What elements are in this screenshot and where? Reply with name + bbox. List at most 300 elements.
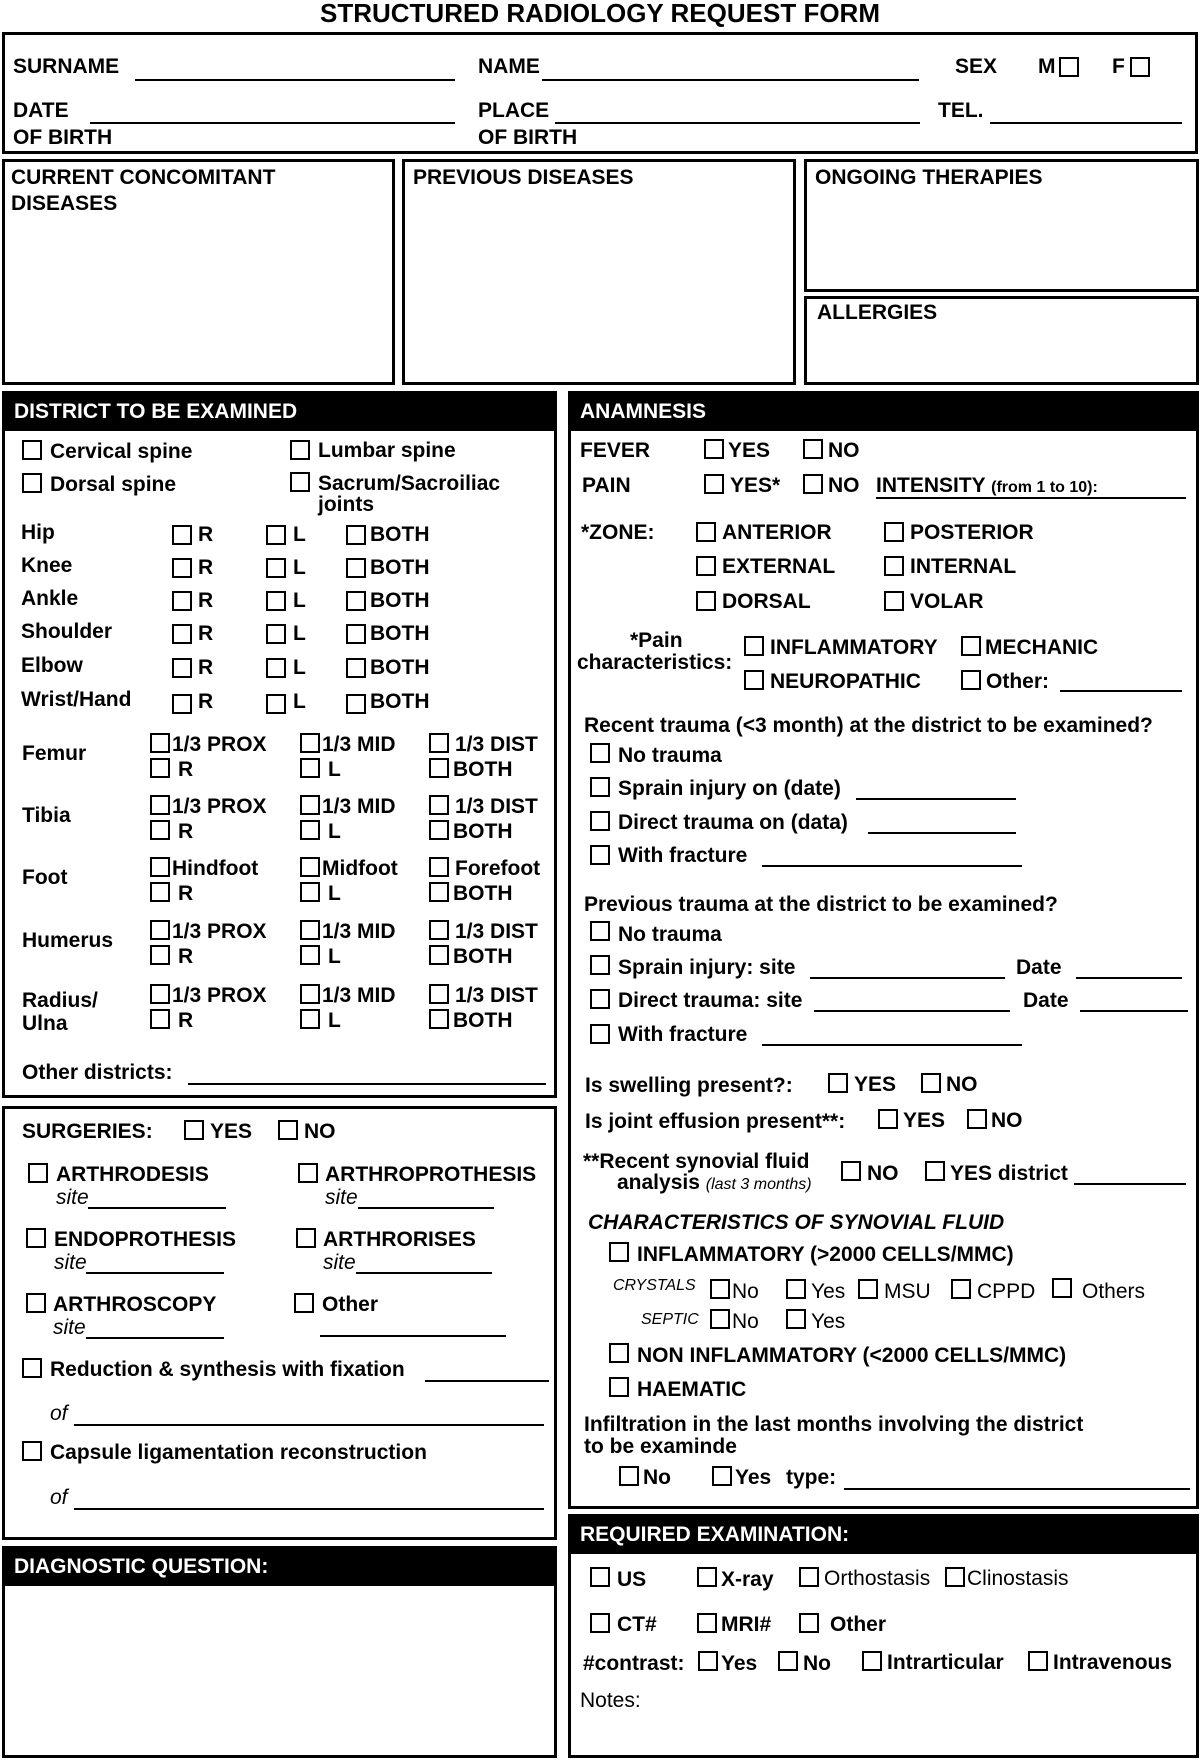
previous-direct-site-field[interactable]	[814, 1010, 1010, 1012]
crystals-no-checkbox[interactable]	[710, 1279, 730, 1299]
joint-r-checkbox[interactable]	[172, 624, 192, 644]
bone-r-label: R	[178, 882, 194, 905]
joint-label: Shoulder	[21, 620, 113, 643]
external-label: EXTERNAL	[722, 555, 836, 578]
recent-sprain-label: Sprain injury on (date)	[618, 777, 841, 800]
joint-l-checkbox[interactable]	[266, 624, 286, 644]
crystals-yes-label: Yes	[811, 1280, 846, 1303]
dorsal-zone-checkbox[interactable]	[696, 591, 716, 611]
septic-yes-label: Yes	[811, 1310, 846, 1333]
non-inflammatory-checkbox[interactable]	[609, 1343, 629, 1363]
sex-m-label: M	[1038, 55, 1056, 78]
posterior-checkbox[interactable]	[884, 522, 904, 542]
contrast-no-checkbox[interactable]	[778, 1651, 798, 1671]
bone-c-label: Forefoot	[455, 857, 541, 880]
exam-other-checkbox[interactable]	[799, 1613, 819, 1633]
synovial-analysis-text: analysis	[617, 1171, 700, 1194]
fever-no-checkbox[interactable]	[803, 439, 823, 459]
orthostasis-checkbox[interactable]	[799, 1567, 819, 1587]
bone-l-checkbox[interactable]	[300, 1009, 320, 1029]
pob-field[interactable]	[555, 122, 920, 124]
neuropathic-label: NEUROPATHIC	[770, 670, 921, 693]
dob-field[interactable]	[90, 122, 455, 124]
anterior-checkbox[interactable]	[696, 522, 716, 542]
arthroprothesis-checkbox[interactable]	[298, 1163, 318, 1183]
crystals-label: CRYSTALS	[613, 1277, 696, 1294]
previous-sprain-site-field[interactable]	[810, 977, 1005, 979]
swelling-no-checkbox[interactable]	[921, 1073, 941, 1093]
joint-l-checkbox[interactable]	[266, 591, 286, 611]
bone-b-label: 1/3 MID	[322, 984, 396, 1007]
diagnostic-header: DIAGNOSTIC QUESTION:	[2, 1546, 557, 1586]
joint-both-checkbox[interactable]	[346, 591, 366, 611]
therapies-label: ONGOING THERAPIES	[815, 166, 1043, 189]
previous-trauma-question: Previous trauma at the district to be examined?	[584, 893, 1058, 916]
bone-r-checkbox[interactable]	[150, 820, 170, 840]
surgeries-label: SURGERIES:	[22, 1120, 153, 1143]
effusion-label: Is joint effusion present**:	[585, 1110, 846, 1133]
capsule-of-field[interactable]	[74, 1508, 544, 1510]
bone-b-checkbox[interactable]	[300, 920, 320, 940]
bone-label: Femur	[22, 742, 87, 765]
swelling-label: Is swelling present?:	[585, 1074, 793, 1097]
pain-other-field[interactable]	[1060, 690, 1182, 692]
bone-r-label: R	[178, 758, 194, 781]
previous-sprain-date-label: Date	[1016, 956, 1062, 979]
bone-a-checkbox[interactable]	[150, 920, 170, 940]
previous-direct-date-field[interactable]	[1080, 1010, 1188, 1012]
required-header: REQUIRED EXAMINATION:	[568, 1514, 1199, 1554]
recent-direct-label: Direct trauma on (data)	[618, 811, 848, 834]
surgeries-yes-checkbox[interactable]	[184, 1120, 204, 1140]
concomitant-label-2: DISEASES	[11, 192, 118, 215]
bone-both-label: BOTH	[453, 758, 513, 781]
arthroprothesis-label: ARTHROPROTHESIS	[325, 1163, 537, 1186]
recent-sprain-checkbox[interactable]	[590, 777, 610, 797]
reduction-of-label: of	[50, 1402, 68, 1425]
anamnesis-header: ANAMNESIS	[568, 391, 1199, 431]
joint-r-checkbox[interactable]	[172, 694, 192, 714]
synovial-inflammatory-label: INFLAMMATORY (>2000 CELLS/MMC)	[637, 1243, 1014, 1266]
crystals-no-label: No	[732, 1280, 759, 1303]
name-label: NAME	[478, 55, 540, 78]
allergies-label: ALLERGIES	[817, 301, 938, 324]
reduction-of-field[interactable]	[74, 1424, 544, 1426]
bone-a-label: 1/3 PROX	[172, 733, 267, 756]
bone-l-checkbox[interactable]	[300, 758, 320, 778]
joint-both-label: BOTH	[370, 589, 430, 612]
joint-both-label: BOTH	[370, 523, 430, 546]
dob-label: DATE	[13, 99, 69, 122]
bone-r-label: R	[178, 1009, 194, 1032]
intensity-label	[876, 475, 1098, 496]
joint-label: Ankle	[21, 587, 79, 610]
recent-no-trauma-label: No trauma	[618, 744, 722, 767]
bone-both-label: BOTH	[453, 945, 513, 968]
pain-other-checkbox[interactable]	[961, 670, 981, 690]
bone-b-label: 1/3 MID	[322, 733, 396, 756]
external-checkbox[interactable]	[696, 556, 716, 576]
recent-fracture-label: With fracture	[618, 844, 748, 867]
synovial-district-field[interactable]	[1074, 1183, 1186, 1185]
bone-r-label: R	[178, 820, 194, 843]
endoprothesis-label: ENDOPROTHESIS	[54, 1228, 237, 1251]
bone-b-checkbox[interactable]	[300, 857, 320, 877]
joint-both-checkbox[interactable]	[346, 624, 366, 644]
bone-a-label: 1/3 PROX	[172, 795, 267, 818]
contrast-no-label: No	[803, 1652, 831, 1675]
arthroscopy-site-field[interactable]	[86, 1337, 224, 1339]
surgery-other-field[interactable]	[320, 1335, 506, 1337]
previous-no-trauma-checkbox[interactable]	[590, 921, 610, 941]
bone-a-checkbox[interactable]	[150, 795, 170, 815]
infiltration-yes-checkbox[interactable]	[712, 1466, 732, 1486]
synovial-yes-district-label: YES district	[950, 1162, 1068, 1185]
pain-other-label: Other:	[986, 670, 1049, 693]
ct-label: CT#	[617, 1613, 657, 1636]
neuropathic-checkbox[interactable]	[744, 670, 764, 690]
sacrum-label-2: joints	[318, 493, 374, 516]
effusion-no-checkbox[interactable]	[967, 1109, 987, 1129]
contrast-label: #contrast:	[583, 1652, 685, 1675]
crystals-others-label: Others	[1082, 1280, 1146, 1303]
joint-l-checkbox[interactable]	[266, 658, 286, 678]
endoprothesis-checkbox[interactable]	[26, 1228, 46, 1248]
bone-b-checkbox[interactable]	[300, 795, 320, 815]
dorsal-spine-checkbox[interactable]	[22, 473, 42, 493]
contrast-yes-label: Yes	[721, 1652, 758, 1675]
mechanic-label: MECHANIC	[985, 636, 1099, 659]
bone-a-checkbox[interactable]	[150, 857, 170, 877]
reduction-field[interactable]	[425, 1380, 549, 1382]
bone-c-label: 1/3 DIST	[455, 733, 538, 756]
bone-r-label: R	[178, 945, 194, 968]
intravenous-checkbox[interactable]	[1028, 1651, 1048, 1671]
bone-r-checkbox[interactable]	[150, 758, 170, 778]
bone-a-label: 1/3 PROX	[172, 920, 267, 943]
intensity-field[interactable]	[876, 497, 1186, 499]
joint-l-label: L	[293, 523, 306, 546]
septic-label: SEPTIC	[641, 1311, 699, 1328]
joint-both-checkbox[interactable]	[346, 558, 366, 578]
joint-both-checkbox[interactable]	[346, 658, 366, 678]
mechanic-checkbox[interactable]	[961, 636, 981, 656]
bone-both-checkbox[interactable]	[429, 1009, 449, 1029]
mri-checkbox[interactable]	[697, 1613, 717, 1633]
endoprothesis-site-field[interactable]	[86, 1272, 224, 1274]
anterior-label: ANTERIOR	[722, 521, 832, 544]
inflammatory-checkbox[interactable]	[744, 636, 764, 656]
tel-label: TEL.	[938, 99, 984, 122]
bone-a-label: 1/3 PROX	[172, 984, 267, 1007]
arthroprothesis-site-field[interactable]	[358, 1207, 494, 1209]
previous-fracture-checkbox[interactable]	[590, 1024, 610, 1044]
joint-label: Hip	[21, 521, 55, 544]
xray-label: X-ray	[721, 1568, 774, 1591]
joint-l-label: L	[293, 589, 306, 612]
dorsal-zone-label: DORSAL	[722, 590, 811, 613]
previous-direct-checkbox[interactable]	[590, 989, 610, 1009]
surgeries-yes-label: YES	[210, 1120, 253, 1143]
pain-label: PAIN	[582, 474, 631, 497]
infiltration-no-checkbox[interactable]	[619, 1466, 639, 1486]
bone-l-label: L	[328, 1009, 341, 1032]
arthrorises-site-label: site	[323, 1251, 356, 1274]
capsule-of-label: of	[50, 1486, 68, 1509]
arthrodesis-site-label: site	[56, 1186, 89, 1209]
previous-fracture-label: With fracture	[618, 1023, 748, 1046]
joint-r-label: R	[198, 622, 214, 645]
infiltration-type-field[interactable]	[844, 1488, 1190, 1490]
bone-both-checkbox[interactable]	[429, 758, 449, 778]
bone-c-checkbox[interactable]	[429, 857, 449, 877]
fever-yes-checkbox[interactable]	[704, 439, 724, 459]
synovial-inflammatory-checkbox[interactable]	[609, 1242, 629, 1262]
inflammatory-label: INFLAMMATORY	[770, 636, 938, 659]
previous-direct-date-label: Date	[1023, 989, 1069, 1012]
crystals-yes-checkbox[interactable]	[786, 1279, 806, 1299]
bone-label: Tibia	[22, 804, 71, 827]
notes-label: Notes:	[580, 1689, 641, 1712]
volar-checkbox[interactable]	[884, 591, 904, 611]
bone-r-checkbox[interactable]	[150, 882, 170, 902]
joint-l-checkbox[interactable]	[266, 558, 286, 578]
infiltration-type-label: type:	[786, 1466, 837, 1489]
recent-trauma-question: Recent trauma (<3 month) at the district to be examined?	[584, 714, 1153, 737]
recent-no-trauma-checkbox[interactable]	[590, 743, 610, 763]
patient-section	[2, 32, 1198, 154]
arthrorises-label: ARTHRORISES	[323, 1228, 476, 1251]
sex-m-checkbox[interactable]	[1059, 57, 1079, 77]
cervical-checkbox[interactable]	[22, 440, 42, 460]
sex-label: SEX	[955, 55, 998, 78]
joint-r-checkbox[interactable]	[172, 658, 192, 678]
arthrodesis-site-field[interactable]	[88, 1207, 226, 1209]
fever-no-label: NO	[828, 439, 860, 462]
bone-both-label: BOTH	[453, 1009, 513, 1032]
swelling-no-label: NO	[946, 1073, 978, 1096]
bone-b-checkbox[interactable]	[300, 984, 320, 1004]
bone-label: Foot	[22, 866, 68, 889]
bone-label-2: Ulna	[22, 1012, 68, 1035]
recent-direct-field[interactable]	[868, 832, 1016, 834]
xray-checkbox[interactable]	[697, 1567, 717, 1587]
other-districts-field[interactable]	[188, 1083, 546, 1085]
previous-sprain-checkbox[interactable]	[590, 955, 610, 975]
bone-c-checkbox[interactable]	[429, 733, 449, 753]
bone-label: Humerus	[22, 929, 114, 952]
cppd-checkbox[interactable]	[951, 1279, 971, 1299]
bone-c-checkbox[interactable]	[429, 920, 449, 940]
surgery-other-checkbox[interactable]	[294, 1293, 314, 1313]
recent-fracture-field[interactable]	[762, 865, 1022, 867]
lumbar-label: Lumbar spine	[318, 439, 456, 462]
bone-both-checkbox[interactable]	[429, 882, 449, 902]
septic-no-checkbox[interactable]	[710, 1309, 730, 1329]
infiltration-yes-label: Yes	[735, 1466, 772, 1489]
bone-both-checkbox[interactable]	[429, 945, 449, 965]
joint-r-label: R	[198, 523, 214, 546]
pain-characteristics-label-2: characteristics:	[577, 651, 733, 674]
joint-label: Knee	[21, 554, 73, 577]
zone-label: *ZONE:	[581, 521, 655, 544]
dob-label-2: OF BIRTH	[13, 126, 113, 149]
arthrodesis-checkbox[interactable]	[28, 1163, 48, 1183]
joint-both-label: BOTH	[370, 622, 430, 645]
bone-l-checkbox[interactable]	[300, 945, 320, 965]
surgery-other-label: Other	[322, 1293, 379, 1316]
joint-r-checkbox[interactable]	[172, 558, 192, 578]
bone-b-label: 1/3 MID	[322, 795, 396, 818]
joint-l-checkbox[interactable]	[266, 694, 286, 714]
recent-direct-checkbox[interactable]	[590, 811, 610, 831]
arthroprothesis-site-label: site	[325, 1186, 358, 1209]
joint-r-label: R	[198, 556, 214, 579]
bone-c-checkbox[interactable]	[429, 795, 449, 815]
intensity-note: (from 1 to 10):	[991, 479, 1098, 496]
joint-r-label: R	[198, 656, 214, 679]
bone-c-label: 1/3 DIST	[455, 795, 538, 818]
dorsal-spine-label: Dorsal spine	[50, 473, 177, 496]
bone-both-label: BOTH	[453, 882, 513, 905]
name-field[interactable]	[542, 79, 919, 81]
joint-both-checkbox[interactable]	[346, 525, 366, 545]
effusion-no-label: NO	[991, 1109, 1023, 1132]
exam-other-label: Other	[830, 1613, 887, 1636]
surgeries-no-checkbox[interactable]	[278, 1120, 298, 1140]
reduction-label: Reduction & synthesis with fixation	[50, 1358, 405, 1381]
pain-characteristics-label: *Pain	[630, 629, 683, 652]
infiltration-no-label: No	[643, 1466, 671, 1489]
haematic-checkbox[interactable]	[609, 1377, 629, 1397]
previous-diseases-label: PREVIOUS DISEASES	[413, 166, 634, 189]
arthrorises-site-field[interactable]	[356, 1272, 492, 1274]
bone-a-label: Hindfoot	[172, 857, 259, 880]
bone-r-checkbox[interactable]	[150, 1009, 170, 1029]
cervical-label: Cervical spine	[50, 440, 193, 463]
bone-l-label: L	[328, 945, 341, 968]
joint-both-label: BOTH	[370, 656, 430, 679]
synovial-yes-checkbox[interactable]	[925, 1161, 945, 1181]
bone-a-checkbox[interactable]	[150, 733, 170, 753]
capsule-checkbox[interactable]	[22, 1441, 42, 1461]
endoprothesis-site-label: site	[54, 1251, 87, 1274]
capsule-label: Capsule ligamentation reconstruction	[50, 1441, 427, 1464]
synovial-no-label: NO	[867, 1162, 899, 1185]
arthroscopy-checkbox[interactable]	[26, 1293, 46, 1313]
bone-b-label: 1/3 MID	[322, 920, 396, 943]
joint-both-checkbox[interactable]	[346, 694, 366, 714]
recent-sprain-field[interactable]	[856, 798, 1016, 800]
joint-l-label: L	[293, 656, 306, 679]
sex-f-label: F	[1112, 55, 1125, 78]
crystals-others-checkbox[interactable]	[1052, 1278, 1072, 1298]
joint-label: Wrist/Hand	[21, 688, 132, 711]
previous-direct-label: Direct trauma: site	[618, 989, 803, 1012]
joint-r-label: R	[198, 690, 214, 713]
sex-f-checkbox[interactable]	[1130, 57, 1150, 77]
lumbar-checkbox[interactable]	[290, 440, 310, 460]
joint-l-label: L	[293, 690, 306, 713]
posterior-label: POSTERIOR	[910, 521, 1034, 544]
reduction-checkbox[interactable]	[22, 1358, 42, 1378]
arthrodesis-label: ARTHRODESIS	[56, 1163, 209, 1186]
bone-c-label: 1/3 DIST	[455, 984, 538, 1007]
septic-yes-checkbox[interactable]	[786, 1309, 806, 1329]
bone-label: Radius/	[22, 989, 98, 1012]
surname-field[interactable]	[135, 79, 455, 81]
pob-label-2: OF BIRTH	[478, 126, 578, 149]
surgeries-no-label: NO	[304, 1120, 336, 1143]
internal-checkbox[interactable]	[884, 556, 904, 576]
ct-checkbox[interactable]	[590, 1613, 610, 1633]
joint-both-label: BOTH	[370, 556, 430, 579]
swelling-yes-label: YES	[854, 1073, 897, 1096]
contrast-yes-checkbox[interactable]	[698, 1651, 718, 1671]
bone-l-label: L	[328, 820, 341, 843]
pain-yes-label: YES*	[730, 474, 781, 497]
recent-fracture-checkbox[interactable]	[590, 845, 610, 865]
pain-yes-checkbox[interactable]	[704, 474, 724, 494]
septic-no-label: No	[732, 1310, 759, 1333]
fever-yes-label: YES	[728, 439, 771, 462]
bone-both-checkbox[interactable]	[429, 820, 449, 840]
arthroscopy-site-label: site	[53, 1316, 86, 1339]
sacrum-label: Sacrum/Sacroiliac	[318, 472, 501, 495]
synovial-analysis-note: (last 3 months)	[705, 1176, 812, 1193]
bone-r-checkbox[interactable]	[150, 945, 170, 965]
concomitant-label: CURRENT CONCOMITANT	[11, 166, 276, 189]
form-title: STRUCTURED RADIOLOGY REQUEST FORM	[320, 0, 880, 28]
tel-field[interactable]	[990, 122, 1182, 124]
joint-r-checkbox[interactable]	[172, 525, 192, 545]
bone-l-checkbox[interactable]	[300, 820, 320, 840]
us-checkbox[interactable]	[590, 1567, 610, 1587]
pain-no-checkbox[interactable]	[803, 474, 823, 494]
haematic-label: HAEMATIC	[637, 1378, 747, 1401]
us-label: US	[617, 1568, 647, 1591]
previous-fracture-field[interactable]	[762, 1044, 1022, 1046]
joint-l-checkbox[interactable]	[266, 525, 286, 545]
arthrorises-checkbox[interactable]	[296, 1228, 316, 1248]
joint-r-checkbox[interactable]	[172, 591, 192, 611]
bone-l-checkbox[interactable]	[300, 882, 320, 902]
msu-checkbox[interactable]	[858, 1279, 878, 1299]
clinostasis-checkbox[interactable]	[945, 1567, 965, 1587]
effusion-yes-checkbox[interactable]	[878, 1109, 898, 1129]
joint-l-label: L	[293, 622, 306, 645]
joint-label: Elbow	[21, 654, 83, 677]
previous-diseases-box[interactable]	[402, 159, 796, 385]
district-header: DISTRICT TO BE EXAMINED	[2, 391, 557, 431]
synovial-analysis-label: **Recent synovial fluid	[583, 1150, 810, 1173]
bone-a-checkbox[interactable]	[150, 984, 170, 1004]
previous-sprain-date-field[interactable]	[1076, 977, 1182, 979]
clinostasis-label: Clinostasis	[967, 1567, 1069, 1590]
bone-b-checkbox[interactable]	[300, 733, 320, 753]
orthostasis-label: Orthostasis	[824, 1567, 931, 1590]
swelling-yes-checkbox[interactable]	[828, 1073, 848, 1093]
synovial-no-checkbox[interactable]	[841, 1161, 861, 1181]
volar-label: VOLAR	[910, 590, 984, 613]
sacrum-checkbox[interactable]	[290, 472, 310, 492]
intrarticular-checkbox[interactable]	[862, 1651, 882, 1671]
pob-label: PLACE	[478, 99, 550, 122]
msu-label: MSU	[884, 1280, 931, 1303]
surname-label: SURNAME	[13, 55, 120, 78]
bone-c-checkbox[interactable]	[429, 984, 449, 1004]
joint-l-label: L	[293, 556, 306, 579]
